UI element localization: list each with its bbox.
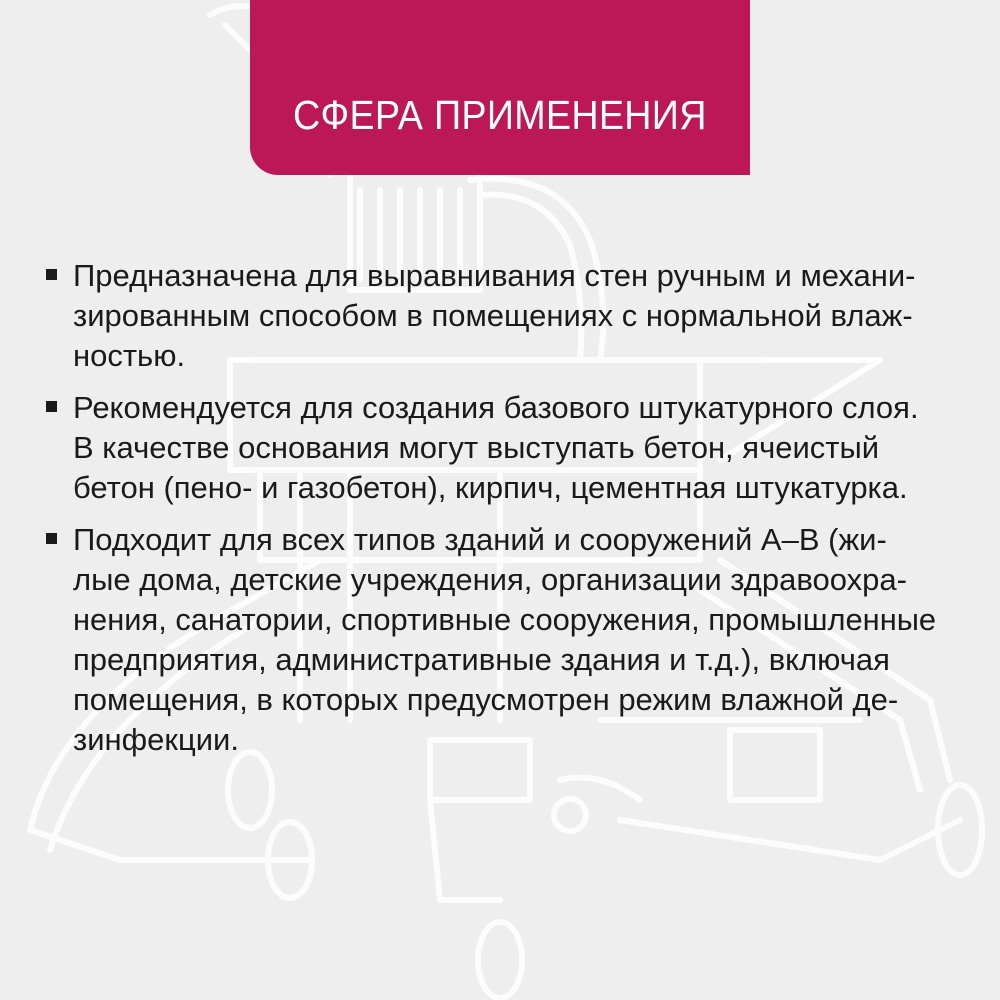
text-line: ностью. [73,338,186,373]
section-title: СФЕРА ПРИМЕНЕНИЯ [293,92,707,138]
list-item-text [73,256,936,376]
list-item-text [73,520,936,760]
text-line: нения, санатории, спортивные сооружения, промышленные [73,602,937,637]
text-line: зированным способом в помещениях с нормальной влаж- [73,298,913,333]
text-line: Рекомендуется для создания базового штукатурного слоя. [73,390,919,425]
text-line: В качестве основания могут выступать бетон, ячеистый [73,430,880,465]
list-item-text [73,388,936,508]
list-item [46,256,936,376]
list-item [46,520,936,760]
text-line: Предназначена для выравнивания стен ручным и механи- [73,258,916,293]
text-line: Подходит для всех типов зданий и сооружений А–В (жи- [73,522,887,557]
text-line: предприятия, административные здания и т.д.), включая [73,642,890,677]
application-scope-list [46,256,936,772]
list-item [46,388,936,508]
section-title-banner [250,0,750,175]
square-bullet-icon [46,533,57,544]
text-line: зинфекции. [73,722,239,757]
text-line: лые дома, детские учреждения, организации здравоохра- [73,562,907,597]
text-line: помещения, в которых предусмотрен режим влажной де- [73,682,899,717]
square-bullet-icon [46,401,57,412]
text-line: бетон (пено- и газобетон), кирпич, цементная штукатурка. [73,470,908,505]
square-bullet-icon [46,269,57,280]
